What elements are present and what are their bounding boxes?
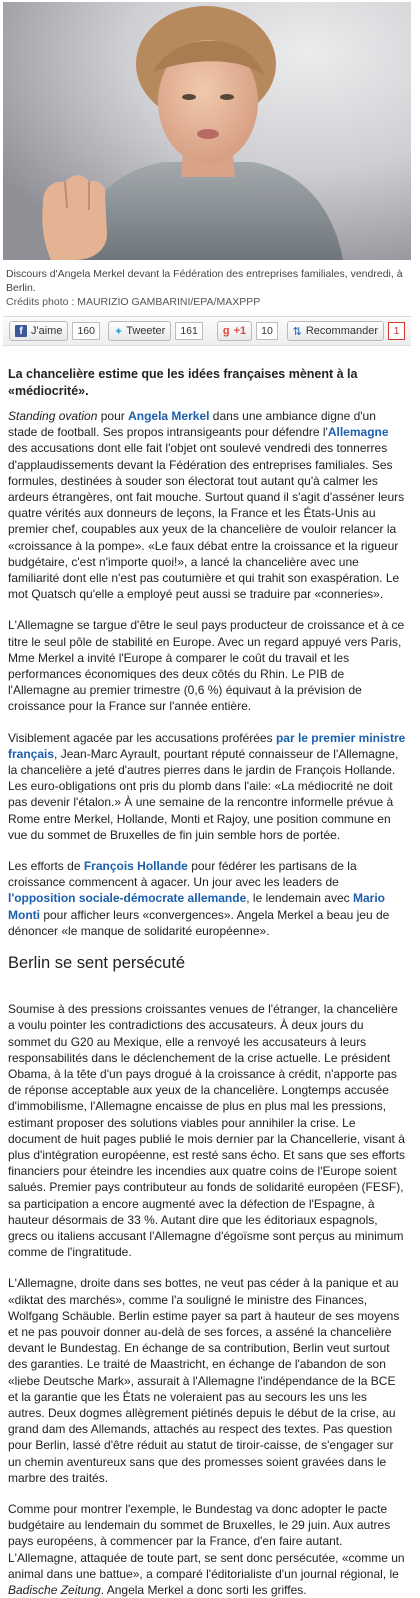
text-span: Visiblement agacée par les accusations proférées <box>8 730 276 745</box>
text-span: , Jean-Marc Ayrault, pourtant réputé connaisseur de l'Allemagne, la chancelière a jeté d'autres pierres dans le jardin de François Hollande. Les euro-obligations ont pris du plomb dans l'aile: «La médiocrité ne doit pas devenir l'étalon.» À une semaine de la rencontre informelle prévue à Rome entre Merkel, Hollande, Monti et Rajoy, une position commune en vue du sommet de Bruxelles de fin juin semble hors de portée. <box>8 746 399 842</box>
article-lead: La chancelière estime que les idées françaises mènent à la «médiocrité». <box>8 367 358 398</box>
link-allemagne[interactable]: Allemagne <box>327 425 389 440</box>
google-plus-one-label: +1 <box>233 325 247 337</box>
article-photo <box>3 2 411 260</box>
facebook-like-button[interactable] <box>9 321 68 341</box>
text-span: dans une ambiance digne d'un stade de football. Ses propos intransigeants pour défendre l' <box>8 409 376 440</box>
google-plus-one-count: 10 <box>256 322 278 340</box>
italic-phrase: Standing ovation <box>8 409 98 423</box>
link-angela-merkel[interactable]: Angela Merkel <box>128 409 210 423</box>
link-francois-hollande[interactable]: François Hollande <box>83 859 188 874</box>
paragraph-3 <box>8 730 406 843</box>
recommend-arrow-icon: ⇅ <box>292 325 302 338</box>
text-span: Comme pour montrer l'exemple, le Bundestag va donc adopter le pacte budgétaire au lendemain du sommet de Bruxelles, le 29 juin. Aux autres pays européens, à commencer par la France, d'en faire autant. L'Allemagne, attaquée de toute part, se sent donc persécutée, «comme un animal dans une battue», a comparé l'éditorialiste d'un journal régional, le <box>8 1501 405 1581</box>
paragraph-2: L'Allemagne se targue d'être le seul pays producteur de croissance et à ce titre le seul pôle de stabilité en Europe. Avec un regard appuyé vers Paris, Mme Merkel a invité l'Europe à comparer le coût du travail et les performances économiques des deux côtés du Rhin. Le PIB de l'Allemagne au premier trimestre (0,6 %) équivaut à la prévision de croissance pour la France sur l'année entière. <box>8 618 405 714</box>
merkel-photo-illustration <box>3 2 411 260</box>
link-premier-ministre[interactable]: par le premier ministre français <box>8 730 406 761</box>
paragraph-4 <box>8 858 406 939</box>
text-span: pour afficher leurs «convergences». Angela Merkel a beau jeu de dénoncer «le manque de solidarité européenne». <box>8 907 390 938</box>
text-span: des accusations dont elle fait l'objet ont soulevé vendredi des tonnerres d'applaudissements devant la Fédération des entreprises familiales. Ses formules, destinées à souder son électorat tout autant qu'à calmer les ardeurs étrangères, ont fait mouche. Surtout quand il s'agit d'asséner leurs quatre vérités aux donneurs de leçons, la France et les États-Unis au premier chef, coupables aux yeux de la chancelière de vouloir relancer la «croissance à la pompe». «Le faux débat entre la croissance et la rigueur budgétaire, c'est n'importe quoi!», a lancé la chancelière avec une familiarité dont elle n'est pas coutumière et qui trahit son exaspération. Le mot Quatsch qu'elle a employé peut aussi se traduire par «conneries». <box>8 441 405 602</box>
text-span: Les efforts de <box>8 859 84 874</box>
share-bar <box>3 316 411 346</box>
article-body <box>3 366 411 1598</box>
tweet-count: 161 <box>175 322 203 340</box>
text-span: pour <box>97 409 129 423</box>
article-page <box>3 2 411 1598</box>
photo-caption <box>6 267 408 309</box>
facebook-icon: f <box>15 325 27 337</box>
paragraph-5: Soumise à des pressions croissantes venues de l'étranger, la chancelière a voulu pointer les contradictions des accusateurs. À deux jours du sommet du G20 au Mexique, elle a renvoyé les accusateurs à leurs responsabilités dans le déclenchement de la crise actuelle. Le président Obama, à la tête d'un pays drogué à la croissance à crédit, n'apporte pas de réponse acceptable aux yeux de la chancelière. Longtemps accusée d'immobilisme, l'Allemagne encaisse de plus en plus mal les pressions, estimant proposer des solutions viables pour annihiler la crise. Le document de huit pages publié le mois dernier par la Chancellerie, visant à plus d'intégration européenne, est resté sans écho. Et sans que ses efforts financiers pour éteindre les incendies aux quatre coins de l'Europe soient salués. Premier pays contributeur au fonds de solidarité européen (FESF), sa participation a encore augmenté avec la défection de l'Espagne, à hauteur désormais de 33 %. Autant dire que les éditoriaux espagnols, grecs ou italiens accusant l'Allemagne d'égoïsme sont perçus au minimum comme de l'ingratitude. <box>8 1002 405 1260</box>
caption-text: Discours d'Angela Merkel devant la Fédération des entreprises familiales, vendredi, à Berlin. <box>6 268 403 294</box>
paragraph-1 <box>8 408 406 602</box>
tweet-label: Tweeter <box>126 325 166 337</box>
google-plus-one-button[interactable] <box>217 321 252 341</box>
text-span: pour fédérer les partisans de la croissance commencent à agacer. Un jour avec les leaders de <box>8 859 357 890</box>
twitter-bird-icon: ✦ <box>113 325 124 338</box>
recommend-button[interactable] <box>287 321 384 341</box>
link-mario-monti[interactable]: Mario Monti <box>8 891 385 922</box>
link-opposition-sociale-democrate[interactable]: l'opposition sociale-démocrate allemande <box>8 891 247 906</box>
section-heading: Berlin se sent persécuté <box>8 954 186 973</box>
google-plus-icon: g <box>222 325 230 337</box>
text-span: , le lendemain avec <box>246 891 353 906</box>
facebook-like-label: J'aime <box>31 325 63 337</box>
recommend-label: Recommander <box>305 325 378 337</box>
paragraph-6: L'Allemagne, droite dans ses bottes, ne veut pas céder à la panique et au «diktat des marchés», comme l'a souligné le ministre des Finances, Wolfgang Schäuble. Berlin estime payer sa part à hauteur de ses moyens et ne pas pouvoir donner au-delà de ses forces, a asséné la chancelière devant le Bundestag. En échange de sa contribution, Berlin veut surtout des garanties. Le traité de Maastricht, en échange de l'abandon de son «liebe Deutsche Mark», assurait à l'Allemagne l'indépendance de la BCE et la garantie que les États ne voleraient pas au secours les uns les autres. Deux dogmes allègrement piétinés depuis le début de la crise, au grand dam des Allemands, attachés au respect des textes. Pas question pour Berlin, lassé d'être réduit au statut de tiroir-caisse, de s'engager sur un chemin aventureux sans que des promesses soient gravées dans le marbre des traités. <box>8 1276 400 1485</box>
tweet-button[interactable] <box>108 321 171 341</box>
paragraph-7 <box>8 1501 406 1598</box>
facebook-like-count: 160 <box>72 322 100 340</box>
text-span: . Angela Merkel a donc sorti les griffes. <box>100 1583 307 1597</box>
photo-credits: Crédits photo : MAURIZIO GAMBARINI/EPA/MAXPPP <box>6 296 261 308</box>
recommend-count: 1 <box>388 322 405 340</box>
italic-newspaper-name: Badische Zeitung <box>8 1583 101 1597</box>
